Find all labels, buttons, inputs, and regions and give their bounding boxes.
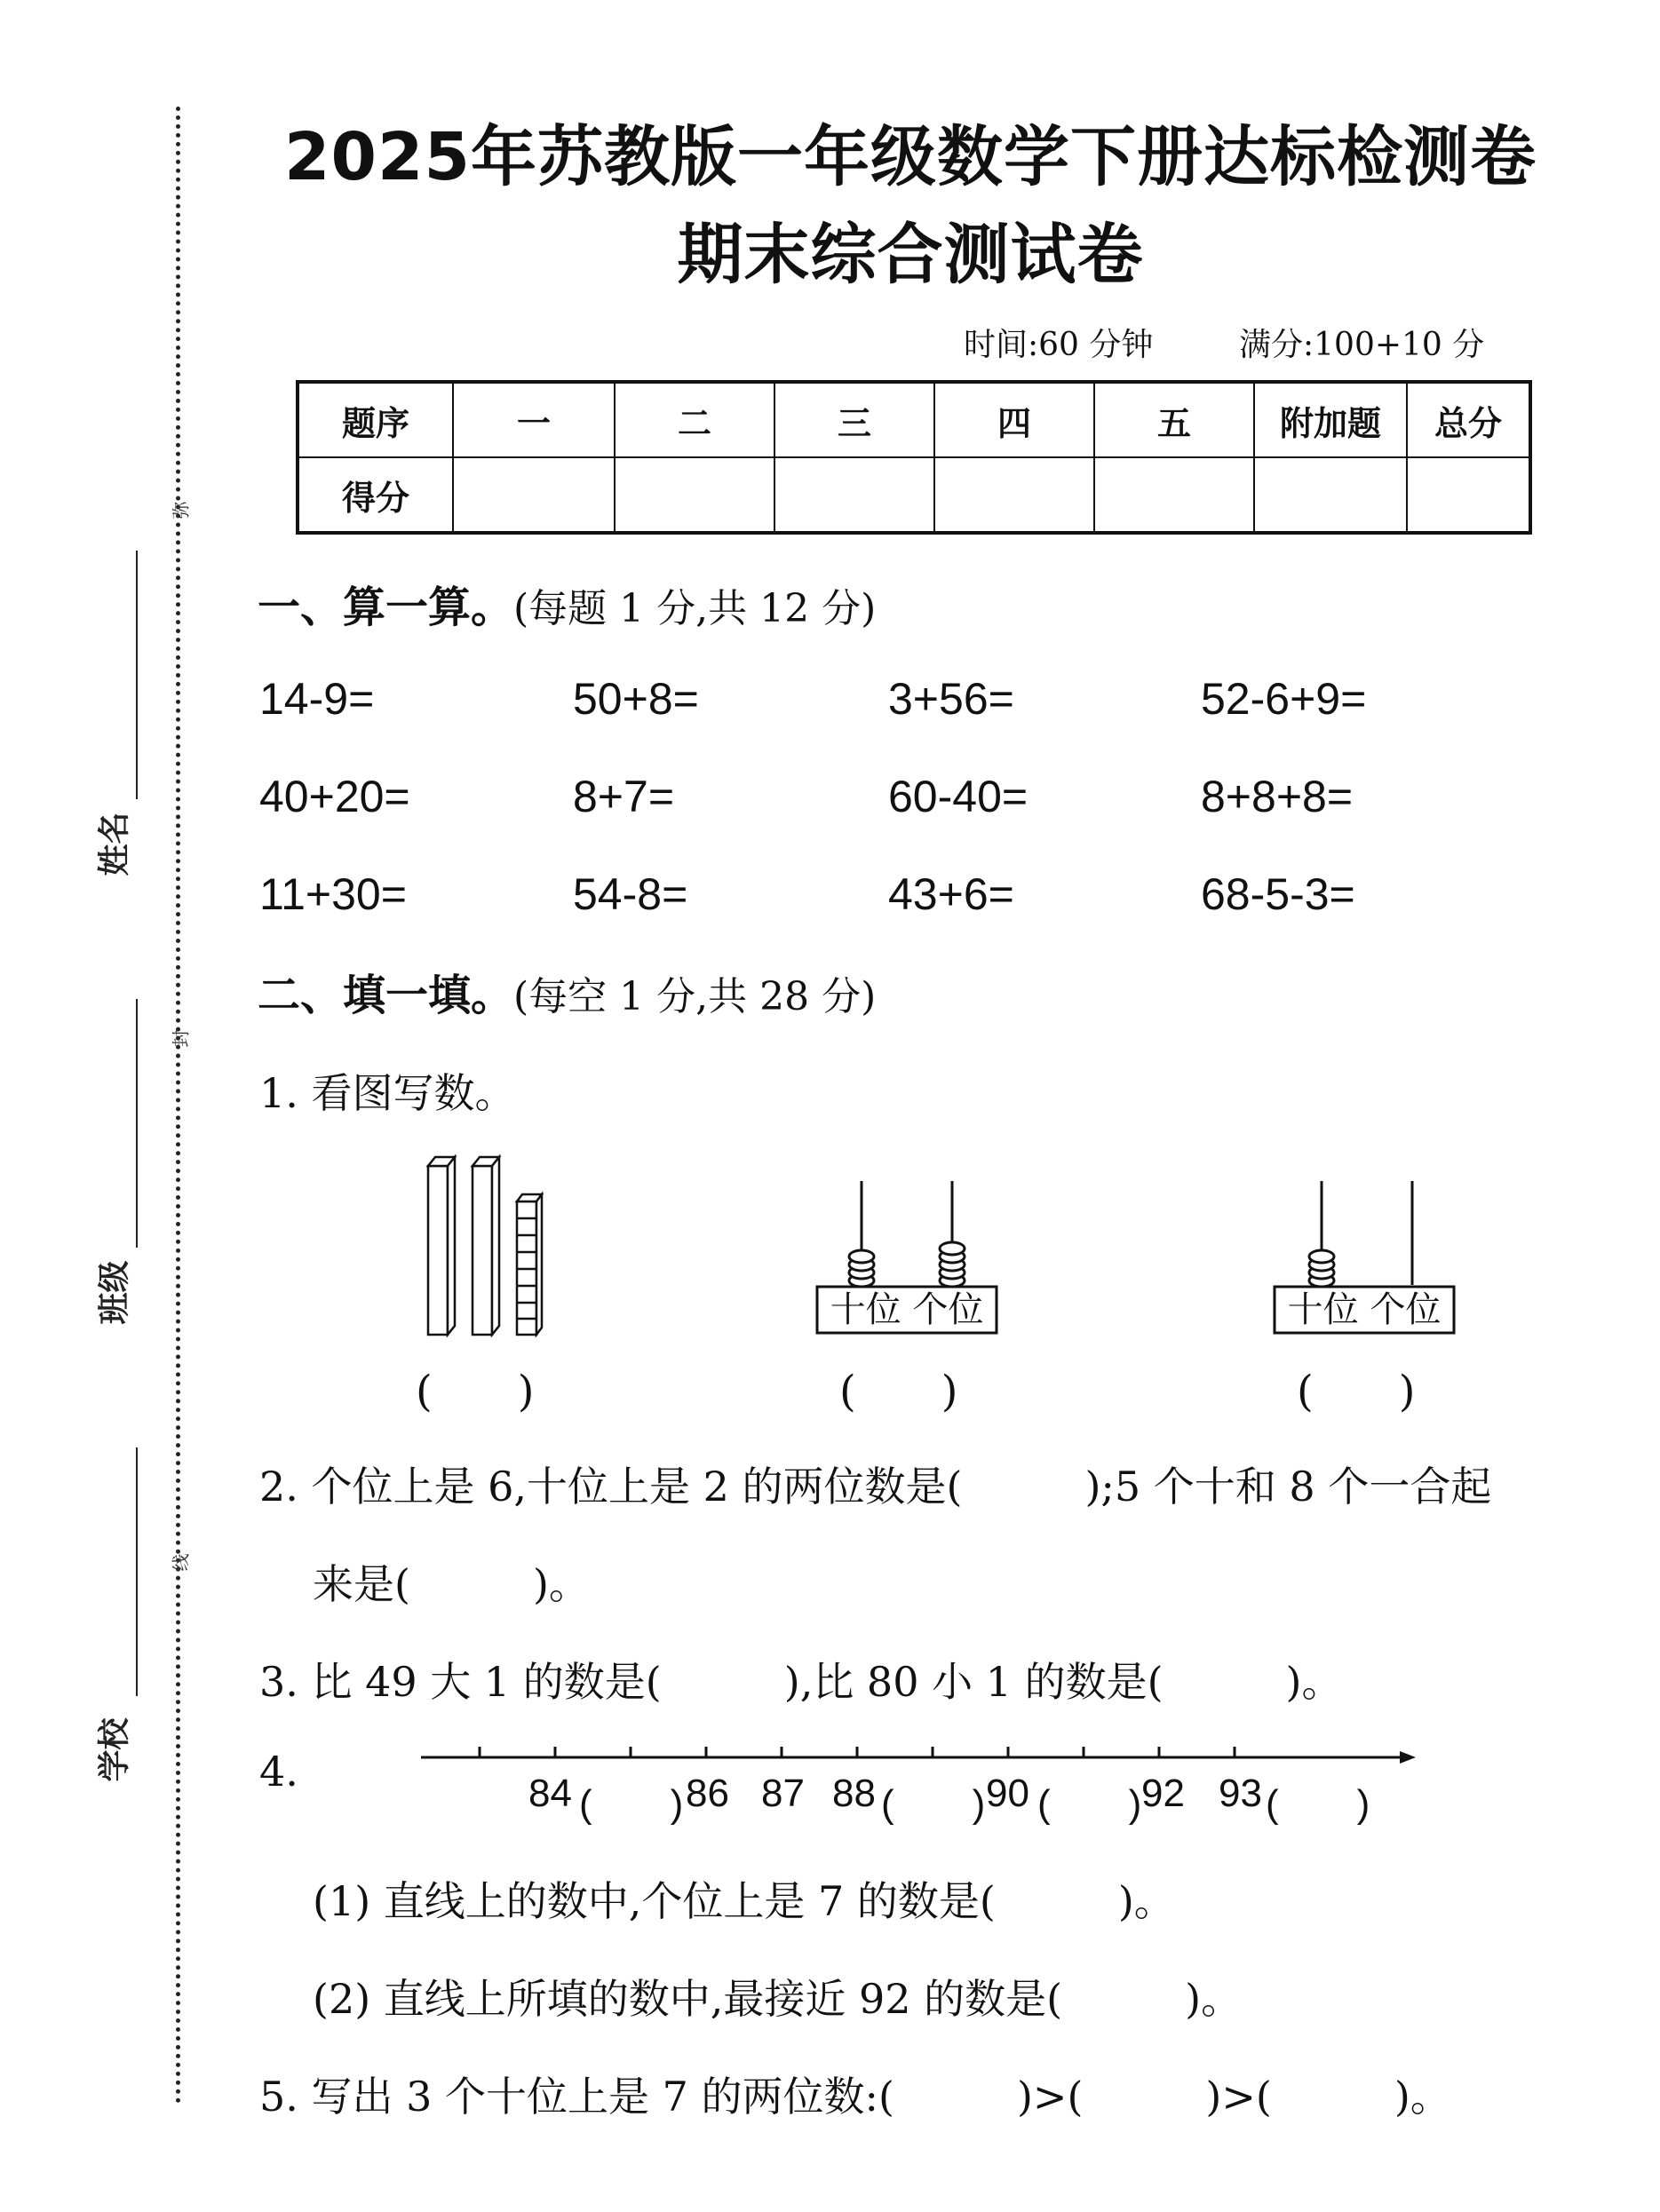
score-cell[interactable] — [1407, 457, 1530, 533]
score-header-cell: 四 — [934, 382, 1094, 457]
calc-problem: 68-5-3= — [1201, 869, 1355, 919]
tens-beads — [1309, 1250, 1334, 1287]
score-header-cell: 题序 — [298, 382, 453, 457]
score-header-cell: 总分 — [1407, 382, 1530, 457]
number-line-label: 84 — [528, 1772, 572, 1815]
page-title: 2025年苏教版一年级数学下册达标检测卷 — [284, 119, 1537, 195]
score-cell[interactable] — [1254, 457, 1407, 533]
abacus-label-1: 十位 个位 — [830, 1289, 984, 1330]
ones-beads — [940, 1242, 965, 1287]
calc-problem: 60-40= — [888, 772, 1029, 821]
seal-mark-1: 弥 — [170, 501, 192, 519]
calc-problem: 14-9= — [259, 674, 375, 724]
tens-beads — [849, 1250, 874, 1287]
calc-problem: 8+8+8= — [1201, 772, 1354, 821]
school-line[interactable] — [136, 1447, 138, 1696]
number-line-blank[interactable]: ( ) — [1266, 1782, 1370, 1826]
full-score: 满分:100+10 分 — [1239, 327, 1485, 363]
number-line-ticks — [480, 1747, 1235, 1757]
calc-problem: 50+8= — [573, 674, 699, 724]
section1-title: 一、算一算。 — [258, 583, 514, 632]
score-header-cell: 三 — [774, 382, 934, 457]
question-4-sub-2: (2) 直线上所填的数中,最接近 92 的数是( )。 — [313, 1975, 1243, 2023]
score-header-cell: 二 — [615, 382, 774, 457]
question-4-number: 4. — [259, 1748, 298, 1796]
calc-problem: 11+30= — [259, 869, 407, 919]
question-1: 1. 看图写数。 — [259, 1069, 516, 1117]
answer-blank-fig1[interactable]: ( ) — [416, 1367, 535, 1416]
question-4-sub-1: (1) 直线上的数中,个位上是 7 的数是( )。 — [313, 1877, 1175, 1925]
number-line-blank[interactable]: ( ) — [881, 1782, 986, 1826]
number-line-label: 93 — [1219, 1772, 1262, 1815]
abacus-label-2: 十位 个位 — [1287, 1289, 1442, 1330]
number-line-label: 87 — [761, 1772, 805, 1815]
section2-heading — [258, 961, 876, 1022]
score-cell[interactable] — [934, 457, 1094, 533]
number-line-label: 88 — [832, 1772, 876, 1815]
number-line-label: 92 — [1141, 1772, 1185, 1815]
score-cell[interactable] — [615, 457, 774, 533]
score-cell[interactable] — [774, 457, 934, 533]
question-2-line-1: 2. 个位上是 6,十位上是 2 的两位数是( );5 个十和 8 个一合起 — [259, 1463, 1492, 1510]
number-line — [417, 1736, 1421, 1772]
page-subtitle: 期末综合测试卷 — [677, 217, 1144, 293]
section2-title: 二、填一填。 — [258, 971, 514, 1020]
class-line[interactable] — [136, 999, 138, 1248]
question-5: 5. 写出 3 个十位上是 7 的两位数:( )>( )>( )。 — [259, 2073, 1451, 2121]
calc-problem: 40+20= — [259, 772, 410, 821]
section1-note: (每题 1 分,共 12 分) — [513, 586, 877, 631]
score-table — [296, 380, 1532, 535]
score-cell[interactable] — [1094, 457, 1254, 533]
score-header-cell: 五 — [1094, 382, 1254, 457]
number-line-label: 90 — [986, 1772, 1029, 1815]
seal-mark-3: 线 — [170, 1553, 192, 1572]
score-header-cell: 一 — [453, 382, 615, 457]
score-cell[interactable] — [453, 457, 615, 533]
answer-blank-fig2[interactable]: ( ) — [839, 1367, 958, 1416]
question-2-line-2: 来是( )。 — [313, 1560, 590, 1608]
score-header-cell: 附加题 — [1254, 382, 1407, 457]
abacus-figure-2 — [1273, 1177, 1459, 1336]
number-line-label: 86 — [686, 1772, 729, 1815]
ten-rod-2 — [473, 1157, 499, 1335]
name-line[interactable] — [136, 551, 138, 799]
calc-problem: 8+7= — [573, 772, 675, 821]
seal-dotted-line — [176, 107, 180, 2105]
name-label: 姓名 — [96, 812, 133, 876]
exam-time: 时间:60 分钟 — [964, 327, 1154, 363]
abacus-figure-1 — [815, 1177, 1002, 1336]
calc-problem: 54-8= — [573, 869, 688, 919]
calc-problem: 43+6= — [888, 869, 1014, 919]
ten-rod-1 — [428, 1157, 455, 1335]
school-label: 学校 — [96, 1717, 133, 1782]
number-line-blank[interactable]: ( ) — [1037, 1782, 1142, 1826]
score-table-score-row — [298, 457, 1530, 533]
section1-heading — [258, 573, 876, 634]
section2-note: (每空 1 分,共 28 分) — [513, 974, 877, 1019]
place-value-blocks-figure — [417, 1150, 568, 1345]
answer-blank-fig3[interactable]: ( ) — [1297, 1367, 1416, 1416]
class-label: 班级 — [96, 1260, 133, 1325]
unit-cubes — [517, 1194, 542, 1335]
calc-problem: 52-6+9= — [1201, 674, 1367, 724]
score-row-label: 得分 — [298, 457, 453, 533]
seal-mark-2: 封 — [170, 1029, 192, 1048]
calc-problem: 3+56= — [888, 674, 1014, 724]
number-line-blank[interactable]: ( ) — [579, 1782, 684, 1826]
score-table-header-row — [298, 382, 1530, 457]
question-3: 3. 比 49 大 1 的数是( ),比 80 小 1 的数是( )。 — [259, 1658, 1343, 1706]
